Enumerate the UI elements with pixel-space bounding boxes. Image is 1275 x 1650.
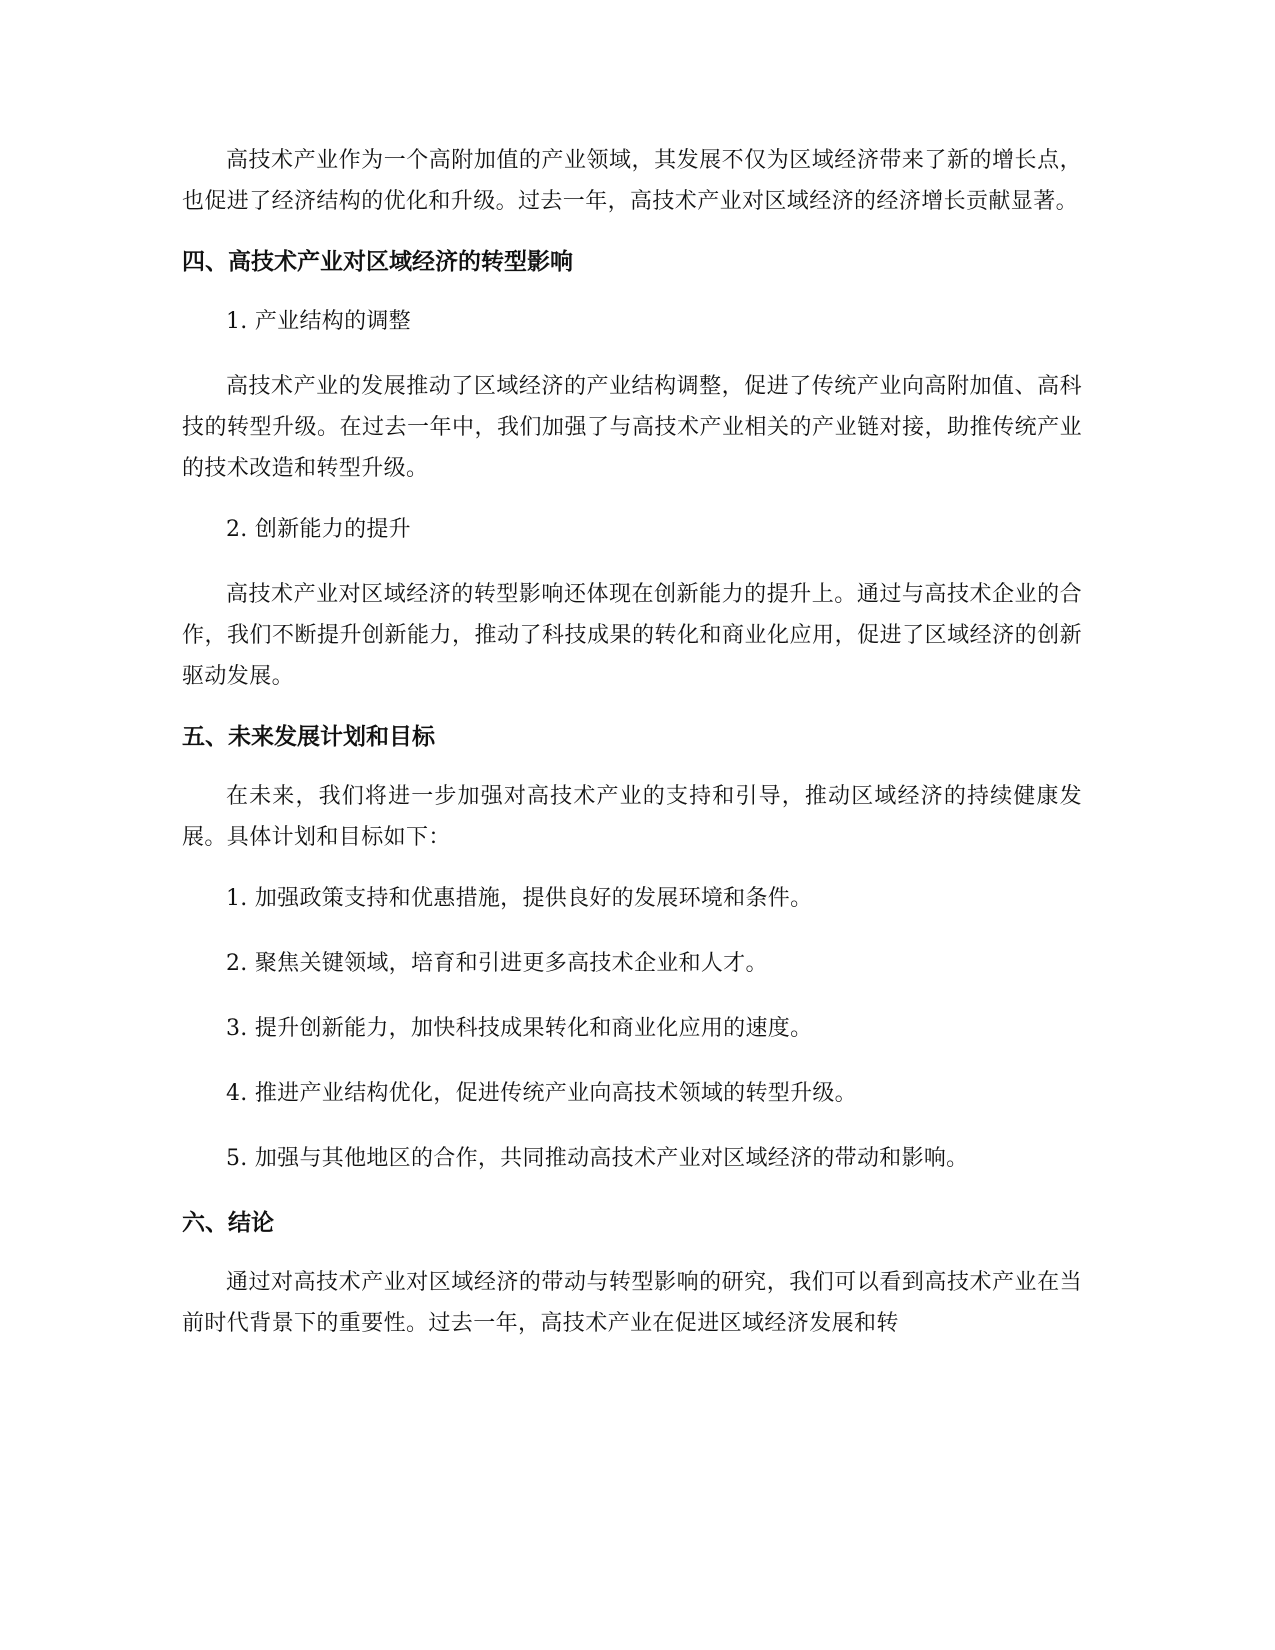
plan-item-4: 4. 推进产业结构优化，促进传统产业向高技术领域的转型升级。 xyxy=(226,1081,857,1106)
paragraph-conclusion: 通过对高技术产业对区域经济的带动与转型影响的研究，我们可以看到高技术产业在当前时代背景下的重要性。过去一年，高技术产业在促进区域经济发展和转 xyxy=(182,1270,1082,1336)
plan-item-1: 1. 加强政策支持和优惠措施，提供良好的发展环境和条件。 xyxy=(226,886,813,911)
paragraph-future-plan-intro: 在未来，我们将进一步加强对高技术产业的支持和引导，推动区域经济的持续健康发展。具体计划和目标如下： xyxy=(182,784,1082,850)
plan-item-2: 2. 聚焦关键领域，培育和引进更多高技术企业和人才。 xyxy=(226,951,768,976)
document-page xyxy=(182,140,1082,1364)
section-heading-6: 六、结论 xyxy=(182,1210,274,1236)
subsection-4-2-title: 2. 创新能力的提升 xyxy=(226,517,411,542)
paragraph-growth-contribution: 高技术产业作为一个高附加值的产业领域，其发展不仅为区域经济带来了新的增长点，也促进了经济结构的优化和升级。过去一年，高技术产业对区域经济的经济增长贡献显著。 xyxy=(182,148,1082,214)
paragraph-industry-structure: 高技术产业的发展推动了区域经济的产业结构调整，促进了传统产业向高附加值、高科技的转型升级。在过去一年中，我们加强了与高技术产业相关的产业链对接，助推传统产业的技术改造和转型升级。 xyxy=(182,374,1082,481)
plan-item-5: 5. 加强与其他地区的合作，共同推动高技术产业对区域经济的带动和影响。 xyxy=(226,1146,969,1171)
subsection-4-1-title: 1. 产业结构的调整 xyxy=(226,309,411,334)
plan-item-3: 3. 提升创新能力，加快科技成果转化和商业化应用的速度。 xyxy=(226,1016,813,1041)
paragraph-innovation: 高技术产业对区域经济的转型影响还体现在创新能力的提升上。通过与高技术企业的合作，我们不断提升创新能力，推动了科技成果的转化和商业化应用，促进了区域经济的创新驱动发展。 xyxy=(182,582,1082,689)
section-heading-5: 五、未来发展计划和目标 xyxy=(182,724,435,750)
section-heading-4: 四、高技术产业对区域经济的转型影响 xyxy=(182,249,573,275)
